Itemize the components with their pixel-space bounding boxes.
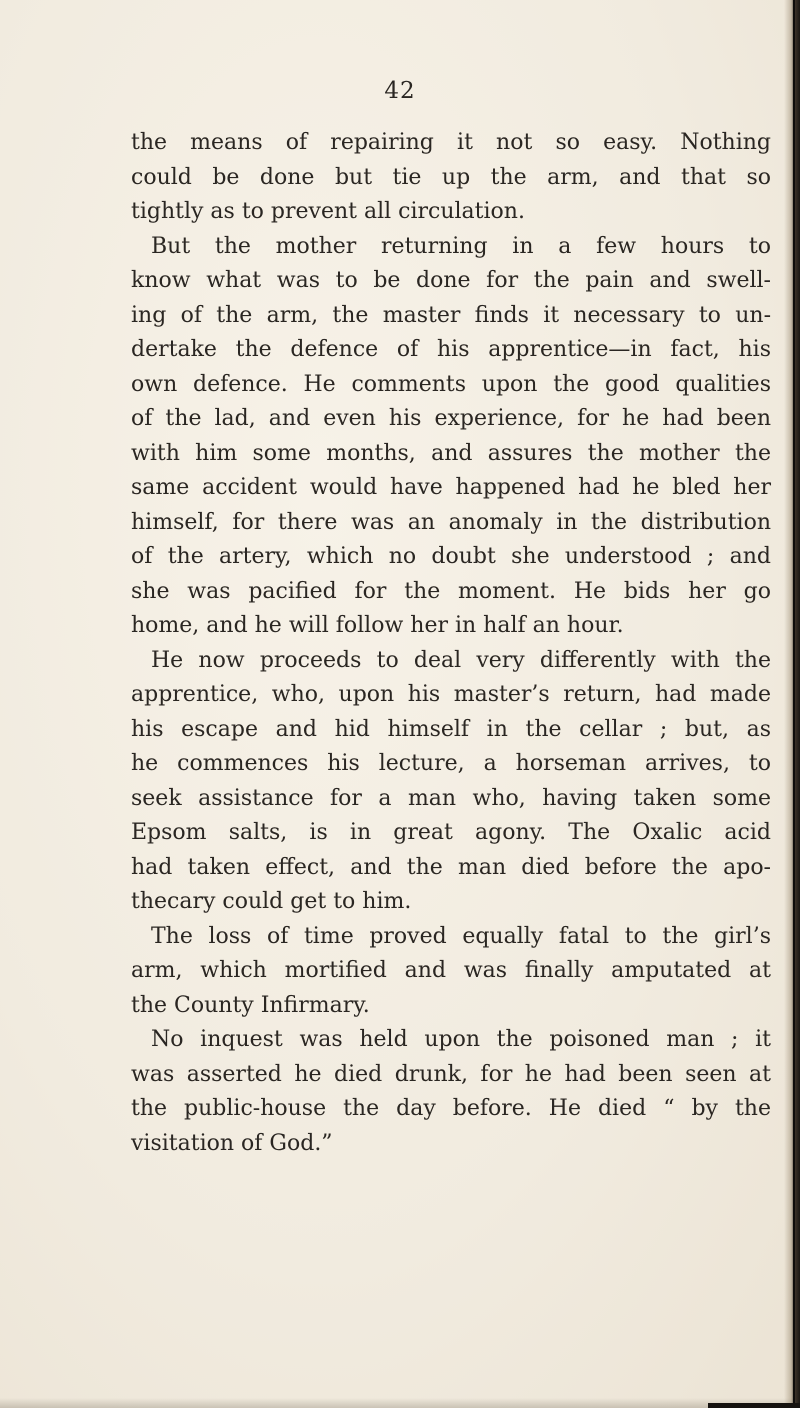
text-line: ing of the arm, the master finds it necessary to un- — [131, 302, 771, 328]
text-line: could be done but tie up the arm, and that so — [131, 164, 771, 190]
text-line: had taken effect, and the man died before the apo- — [131, 854, 771, 880]
text-line: she was pacified for the moment. He bids her go — [131, 578, 771, 604]
text-line: his escape and hid himself in the cellar ; but, as — [131, 716, 771, 742]
text-line: No inquest was held upon the poisoned man ; it — [151, 1027, 771, 1052]
text-line: know what was to be done for the pain and swell- — [131, 268, 771, 293]
text-line: the means of repairing it not so easy. Nothing — [131, 130, 771, 155]
text-line: He now proceeds to deal very differently with the — [151, 647, 771, 673]
page-binding-edge — [784, 0, 800, 1408]
text-line: arm, which mortified and was finally amputated at — [131, 958, 771, 983]
text-line: of the lad, and even his experience, for he had been — [131, 406, 771, 431]
text-line: Epsom salts, is in great agony. The Oxalic acid — [131, 820, 771, 845]
text-line: was asserted he died drunk, for he had been seen at — [131, 1061, 771, 1087]
text-line: of the artery, which no doubt she understood ; and — [131, 544, 771, 569]
page-corner-mark — [708, 1403, 800, 1408]
text-line: dertake the defence of his apprentice—in fact, his — [131, 337, 771, 362]
text-line: himself, for there was an anomaly in the distribution — [131, 509, 771, 535]
text-line: same accident would have happened had he bled her — [131, 475, 771, 500]
text-line: the County Infirmary. — [131, 992, 370, 1018]
text-line: tightly as to prevent all circulation. — [131, 199, 525, 224]
page-bottom-shadow — [0, 1398, 800, 1408]
text-line: But the mother returning in a few hours to — [151, 233, 771, 259]
text-line: home, and he will follow her in half an hour. — [131, 613, 624, 638]
body-text — [131, 126, 771, 1161]
text-line: he commences his lecture, a horseman arrives, to — [131, 751, 771, 776]
text-line: thecary could get to him. — [131, 889, 412, 914]
text-line: the public-house the day before. He died “ by the — [131, 1096, 771, 1121]
text-line: visitation of God.” — [131, 1130, 333, 1156]
text-line: The loss of time proved equally fatal to the girl’s — [151, 923, 771, 949]
page-number: 42 — [384, 78, 416, 104]
text-line: seek assistance for a man who, having taken some — [131, 785, 771, 811]
text-line: apprentice, who, upon his master’s return, had made — [131, 682, 771, 707]
text-line: own defence. He comments upon the good qualities — [131, 371, 771, 397]
text-line: with him some months, and assures the mother the — [131, 440, 771, 466]
page-edge-line — [793, 0, 795, 1408]
